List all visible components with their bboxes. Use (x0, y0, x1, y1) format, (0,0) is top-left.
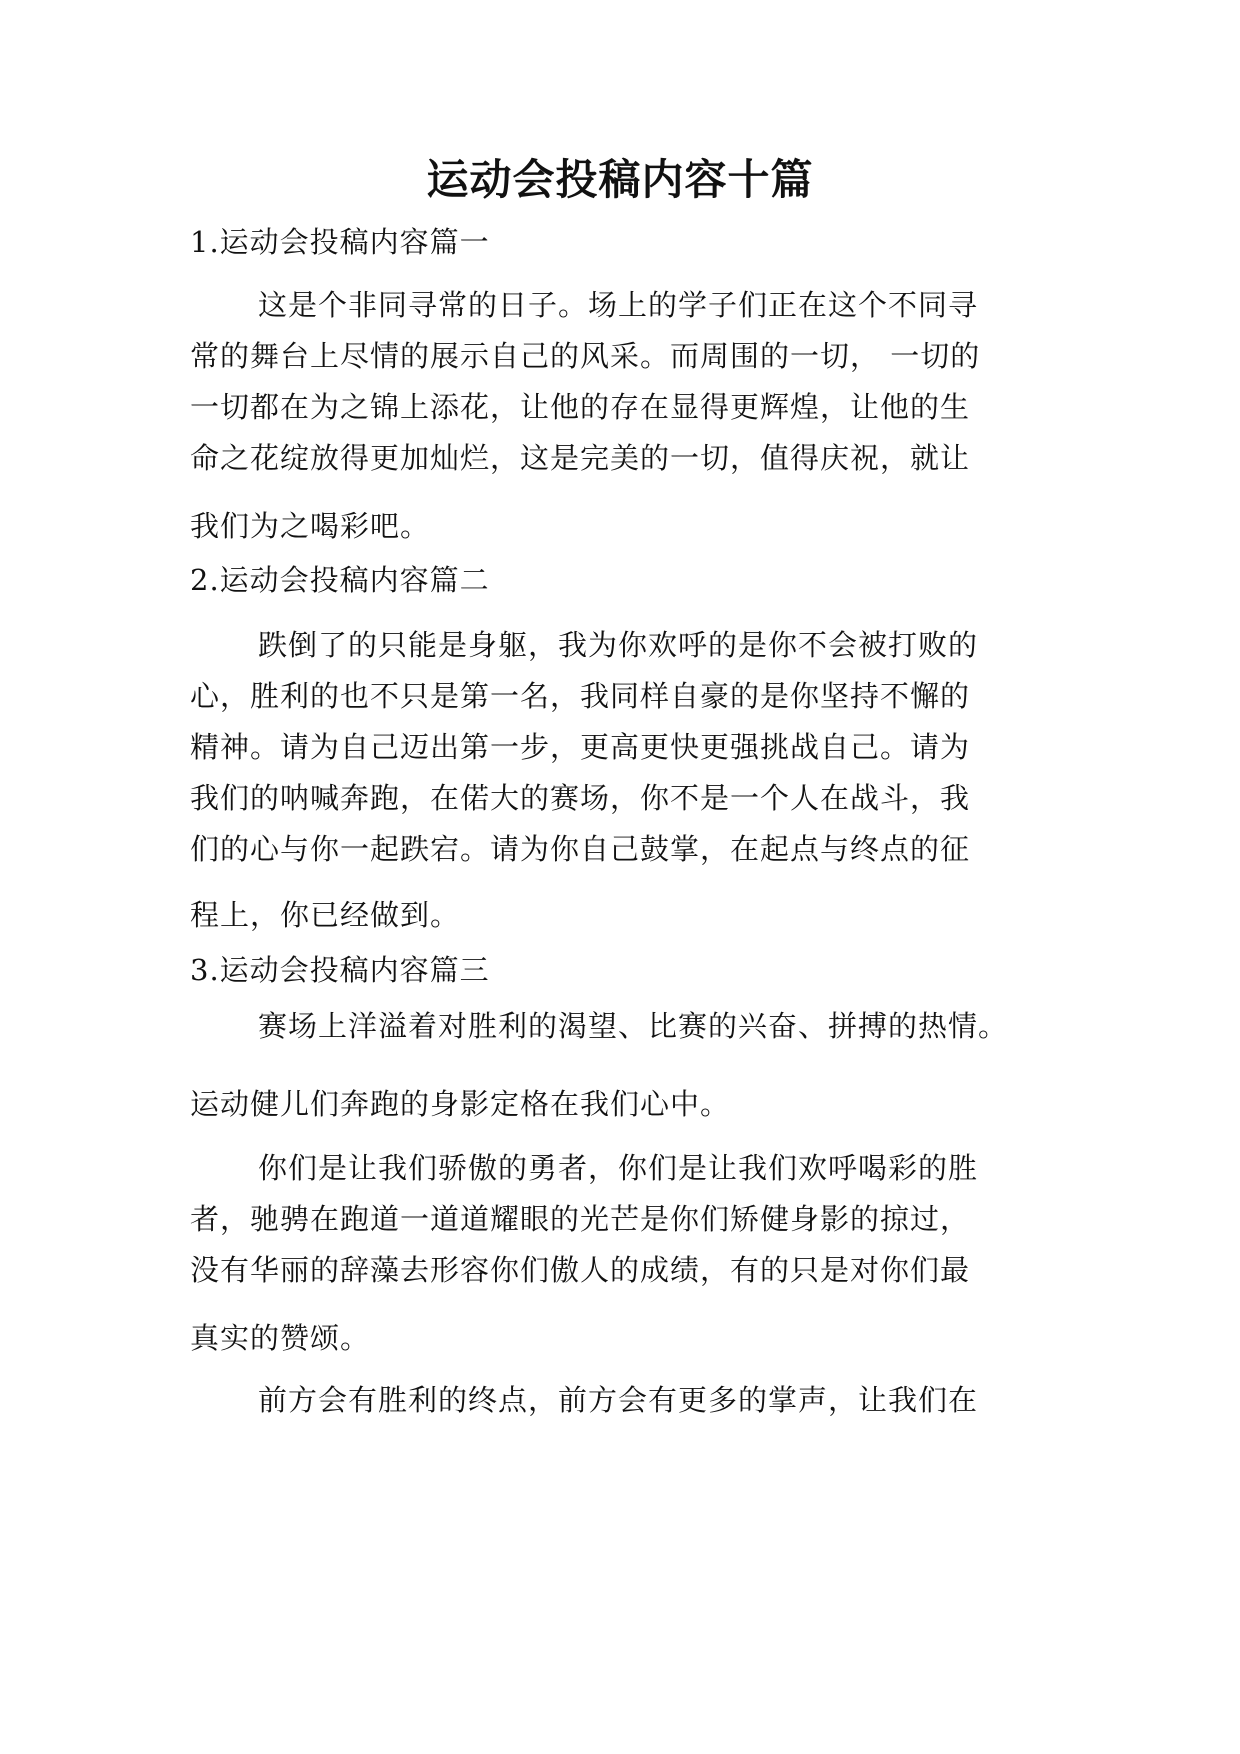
section-heading-1: 1.运动会投稿内容篇一 (190, 225, 490, 259)
paragraph-line: 赛场上洋溢着对胜利的渴望、比赛的兴奋、拼搏的热情。 (258, 1009, 1009, 1043)
paragraph-line: 没有华丽的辞藻去形容你们傲人的成绩，有的只是对你们最 (190, 1253, 971, 1287)
paragraph-line: 运动健儿们奔跑的身影定格在我们心中。 (190, 1087, 731, 1121)
paragraph-line: 们的心与你一起跌宕。请为你自己鼓掌，在起点与终点的征 (190, 832, 971, 866)
paragraph-line: 我们的呐喊奔跑，在偌大的赛场，你不是一个人在战斗，我 (190, 781, 971, 815)
paragraph-line: 精神。请为自己迈出第一步，更高更快更强挑战自己。请为 (190, 730, 971, 764)
paragraph-line: 一切都在为之锦上添花，让他的存在显得更辉煌，让他的生 (190, 390, 971, 424)
paragraph-line: 心，胜利的也不只是第一名，我同样自豪的是你坚持不懈的 (190, 679, 971, 713)
paragraph-line: 前方会有胜利的终点，前方会有更多的掌声，让我们在 (258, 1383, 979, 1417)
paragraph-line: 你们是让我们骄傲的勇者，你们是让我们欢呼喝彩的胜 (258, 1151, 979, 1185)
paragraph-line: 程上，你已经做到。 (190, 898, 461, 932)
paragraph-line: 我们为之喝彩吧。 (190, 509, 431, 543)
section-heading-3: 3.运动会投稿内容篇三 (190, 953, 490, 987)
paragraph-line: 常的舞台上尽情的展示自己的风采。而周围的一切， 一切的 (190, 339, 981, 373)
paragraph-line: 跌倒了的只能是身躯，我为你欢呼的是你不会被打败的 (258, 628, 979, 662)
paragraph-line: 真实的赞颂。 (190, 1321, 371, 1355)
document-title: 运动会投稿内容十篇 (426, 155, 814, 204)
section-heading-2: 2.运动会投稿内容篇二 (190, 563, 490, 597)
paragraph-line: 者，驰骋在跑道一道道耀眼的光芒是你们矫健身影的掠过， (190, 1202, 971, 1236)
paragraph-line: 命之花绽放得更加灿烂，这是完美的一切，值得庆祝，就让 (190, 441, 971, 475)
paragraph-line: 这是个非同寻常的日子。场上的学子们正在这个不同寻 (258, 288, 979, 322)
